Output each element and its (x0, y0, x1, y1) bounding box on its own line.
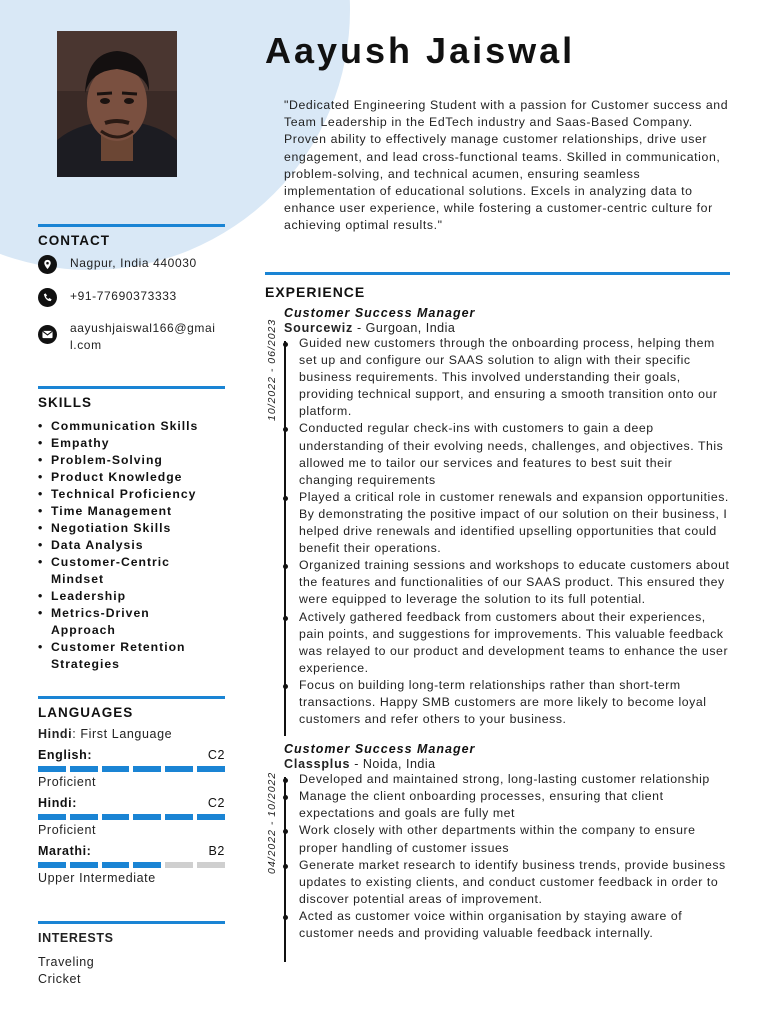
proficiency-bar (38, 766, 225, 772)
skills-section (38, 386, 225, 673)
skill-item: • Technical Proficiency (38, 486, 225, 503)
language-item: English: C2 Proficient (38, 748, 225, 789)
proficiency-bar (38, 814, 225, 820)
language-item: Marathi: B2 Upper Intermediate (38, 844, 225, 885)
job-company: Sourcewiz - Gurgoan, India (284, 321, 456, 335)
skill-item: • Product Knowledge (38, 469, 225, 486)
timeline-dot (283, 795, 288, 800)
contact-location (38, 255, 225, 274)
language-item: Hindi: C2 Proficient (38, 796, 225, 837)
proficiency-segment (38, 766, 66, 772)
skill-item: • Data Analysis (38, 537, 225, 554)
interests-heading: INTERESTS (38, 931, 114, 945)
first-language: Hindi: First Language (38, 727, 173, 741)
job-bullets (284, 335, 730, 728)
timeline-dot (283, 915, 288, 920)
proficiency-segment (133, 862, 161, 868)
experience-heading: EXPERIENCE (265, 284, 366, 300)
job-bullet: Manage the client onboarding processes, ensuring that client expectations and goals are fully met (284, 788, 730, 822)
proficiency-segment (165, 862, 193, 868)
proficiency-segment (38, 862, 66, 868)
skills-list (38, 418, 225, 673)
job-bullet: Guided new customers through the onboarding process, helping them set up and configure our SAAS solution to align with their specific business requirements. This involved understanding their goals, providing technical support, and ensuring a smooth transition onto our platform. (284, 335, 730, 420)
location-pin-icon (38, 255, 57, 274)
phone-icon (38, 288, 57, 307)
languages-section (38, 696, 225, 885)
job-title: Customer Success Manager (284, 306, 476, 320)
language-list (38, 748, 225, 885)
job-bullet: Actively gathered feedback from customers about their experiences, pain points, and suggestions for improvements. This valuable feedback was relayed to our product and development teams to enhance the user experience. (284, 609, 730, 677)
proficiency-segment (70, 814, 98, 820)
location-text: Nagpur, India 440030 (70, 256, 197, 270)
section-divider (265, 272, 730, 275)
contact-section (38, 224, 225, 354)
job-bullet: Acted as customer voice within organisation by staying aware of customer needs and providing valuable feedback internally. (284, 908, 730, 942)
profile-photo (57, 31, 177, 177)
job-dates: 04/2022 - 10/2022 (266, 771, 278, 875)
job-entry (266, 742, 730, 942)
timeline-dot (283, 342, 288, 347)
job-bullet: Work closely with other departments within the company to ensure proper handling of customer issues (284, 822, 730, 856)
proficiency-segment (197, 862, 225, 868)
job-bullet: Developed and maintained strong, long-lasting customer relationship (284, 771, 730, 788)
languages-heading: LANGUAGES (38, 705, 134, 720)
job-title: Customer Success Manager (284, 742, 476, 757)
skill-item: • Empathy (38, 435, 225, 452)
timeline-dot (283, 616, 288, 621)
job-bullet: Conducted regular check-ins with customers to gain a deep understanding of their evolving needs, challenges, and objectives. This allowed me to tailor our services and features to best suit their changing requirements (284, 420, 730, 488)
timeline-dot (283, 564, 288, 569)
skill-item: • Metrics-Driven Approach (38, 605, 171, 639)
timeline-dot (283, 496, 288, 501)
proficiency-segment (165, 814, 193, 820)
proficiency-segment (133, 814, 161, 820)
proficiency-segment (70, 862, 98, 868)
job-bullet: Focus on building long-term relationships rather than short-term transactions. Happy SMB customers are more likely to become loyal customers and refer others to your business. (284, 677, 730, 728)
interest-item: Traveling (38, 955, 95, 969)
phone-link[interactable]: +91-77690373333 (70, 289, 177, 303)
contact-phone (38, 288, 225, 307)
timeline-dot (283, 684, 288, 689)
skills-heading: SKILLS (38, 395, 93, 410)
skill-item: • Problem-Solving (38, 452, 225, 469)
job-bullet: Organized training sessions and workshops to educate customers about the features and functionalities of our SAAS product. This ensured they were equipped to leverage the solution to its full potential. (284, 557, 730, 608)
mail-icon (38, 325, 57, 344)
job-entry (266, 306, 730, 728)
proficiency-segment (197, 814, 225, 820)
job-company: Classplus - Noida, India (284, 757, 436, 772)
skill-item: • Communication Skills (38, 418, 225, 435)
proficiency-segment (102, 766, 130, 772)
email-link[interactable]: aayushjaiswal166@gmail.com (70, 321, 216, 352)
timeline-dot (283, 864, 288, 869)
proficiency-segment (197, 766, 225, 772)
timeline-dot (283, 829, 288, 834)
timeline-dot (283, 778, 288, 783)
skill-item: • Leadership (38, 588, 225, 605)
skill-item: • Time Management (38, 503, 225, 520)
job-bullet: Played a critical role in customer renewals and expansion opportunities. By demonstrating the positive impact of our solution on their business, I helped drive renewals and identified upselling opportunities that could benefit their operations. (284, 489, 730, 557)
proficiency-segment (102, 862, 130, 868)
skill-item: • Customer Retention Strategies (38, 639, 211, 673)
skill-item: • Negotiation Skills (38, 520, 225, 537)
job-bullets (284, 771, 730, 942)
experience-section (265, 272, 730, 942)
contact-heading: CONTACT (38, 233, 110, 248)
job-bullet: Generate market research to identify business trends, provide business updates to existing clients, and conduct customer feedback in order to discover potential areas of improvement. (284, 857, 730, 908)
skill-item: • Customer-Centric Mindset (38, 554, 181, 588)
section-divider (38, 386, 225, 389)
contact-email (38, 320, 225, 354)
proficiency-segment (70, 766, 98, 772)
proficiency-bar (38, 862, 225, 868)
timeline-dot (283, 427, 288, 432)
proficiency-segment (133, 766, 161, 772)
proficiency-segment (38, 814, 66, 820)
interest-item: Cricket (38, 972, 82, 986)
section-divider (38, 921, 225, 924)
section-divider (38, 224, 225, 227)
section-divider (38, 696, 225, 699)
proficiency-segment (102, 814, 130, 820)
candidate-name: Aayush Jaiswal (265, 30, 576, 71)
interests-section (38, 921, 225, 988)
profile-summary: "Dedicated Engineering Student with a passion for Customer success and Team Leadership in the EdTech industry and Saas-Based Company. Proven ability to effectively manage customer relationships, drive user engagement, and lead cross-functional teams. Skilled in communication, problem-solving, and technical acumen, ensuring seamless implementation of educational solutions. Excels in analyzing data to enhance user experience, while fostering a customer-centric culture for achieving optimal results." (284, 98, 729, 233)
proficiency-segment (165, 766, 193, 772)
job-dates: 10/2022 - 06/2023 (266, 318, 278, 421)
